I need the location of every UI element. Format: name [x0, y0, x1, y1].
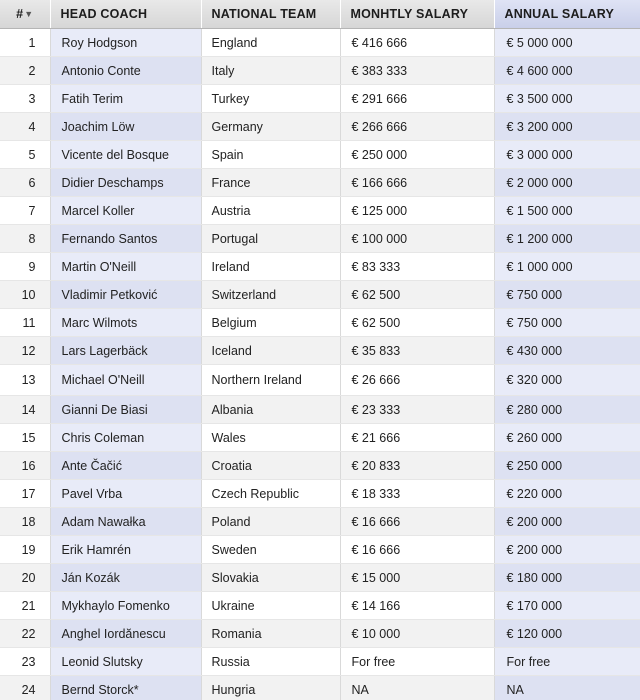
head-coach-cell: Gianni De Biasi — [50, 396, 201, 424]
national-team-cell: Czech Republic — [201, 480, 340, 508]
rank-cell: 8 — [0, 225, 50, 253]
sort-descending-icon[interactable]: ▼ — [24, 9, 34, 19]
rank-cell: 11 — [0, 309, 50, 337]
national-team-cell: England — [201, 29, 340, 57]
national-team-cell: Ukraine — [201, 592, 340, 620]
annual-salary-cell: € 4 600 000 — [494, 57, 640, 85]
annual-salary-cell: € 3 200 000 — [494, 113, 640, 141]
monthly-salary-cell: € 62 500 — [340, 309, 494, 337]
monthly-salary-cell: € 291 666 — [340, 85, 494, 113]
table-row — [0, 564, 640, 592]
head-coach-cell: Martin O'Neill — [50, 253, 201, 281]
rank-cell: 13 — [0, 365, 50, 396]
rank-cell: 14 — [0, 396, 50, 424]
table-row — [0, 396, 640, 424]
annual-salary-cell: € 320 000 — [494, 365, 640, 396]
national-team-cell: Spain — [201, 141, 340, 169]
table-row — [0, 508, 640, 536]
head-coach-cell: Fatih Terim — [50, 85, 201, 113]
monthly-salary-cell: € 10 000 — [340, 620, 494, 648]
national-team-cell: Austria — [201, 197, 340, 225]
table-row — [0, 29, 640, 57]
rank-cell: 1 — [0, 29, 50, 57]
monthly-salary-cell: € 35 833 — [340, 337, 494, 365]
annual-salary-cell: € 170 000 — [494, 592, 640, 620]
national-team-cell: Wales — [201, 424, 340, 452]
head-coach-cell: Marc Wilmots — [50, 309, 201, 337]
annual-salary-cell: € 750 000 — [494, 281, 640, 309]
rank-cell: 17 — [0, 480, 50, 508]
table-row — [0, 225, 640, 253]
annual-salary-cell: € 3 000 000 — [494, 141, 640, 169]
national-team-cell: Portugal — [201, 225, 340, 253]
table-row — [0, 592, 640, 620]
monthly-salary-cell: € 266 666 — [340, 113, 494, 141]
table-header-row — [0, 0, 640, 29]
head-coach-cell: Chris Coleman — [50, 424, 201, 452]
table-row — [0, 648, 640, 676]
annual-salary-cell: € 430 000 — [494, 337, 640, 365]
national-team-cell: Switzerland — [201, 281, 340, 309]
head-coach-cell: Ján Kozák — [50, 564, 201, 592]
rank-cell: 4 — [0, 113, 50, 141]
national-team-cell: Poland — [201, 508, 340, 536]
table-row — [0, 281, 640, 309]
head-coach-cell: Vicente del Bosque — [50, 141, 201, 169]
rank-cell: 16 — [0, 452, 50, 480]
head-coach-cell: Bernd Storck* — [50, 676, 201, 700]
annual-salary-cell: € 1 000 000 — [494, 253, 640, 281]
rank-cell: 15 — [0, 424, 50, 452]
annual-salary-cell: € 2 000 000 — [494, 169, 640, 197]
table-row — [0, 113, 640, 141]
national-team-cell: Ireland — [201, 253, 340, 281]
annual-salary-cell: For free — [494, 648, 640, 676]
monthly-salary-cell: € 16 666 — [340, 508, 494, 536]
head-coach-cell: Erik Hamrén — [50, 536, 201, 564]
head-coach-header-label: HEAD COACH — [60, 7, 148, 21]
table-row — [0, 337, 640, 365]
annual-salary-cell: € 180 000 — [494, 564, 640, 592]
annual-salary-cell: € 260 000 — [494, 424, 640, 452]
table-row — [0, 309, 640, 337]
national-team-cell: Italy — [201, 57, 340, 85]
monthly-salary-cell: € 18 333 — [340, 480, 494, 508]
head-coach-cell: Vladimir Petković — [50, 281, 201, 309]
national-team-cell: Slovakia — [201, 564, 340, 592]
monthly-salary-column-header[interactable] — [340, 0, 494, 29]
head-coach-cell: Pavel Vrba — [50, 480, 201, 508]
annual-salary-cell: € 220 000 — [494, 480, 640, 508]
head-coach-cell: Didier Deschamps — [50, 169, 201, 197]
rank-header-label: # — [16, 7, 24, 21]
head-coach-cell: Lars Lagerbäck — [50, 337, 201, 365]
national-team-cell: Romania — [201, 620, 340, 648]
rank-cell: 21 — [0, 592, 50, 620]
annual-salary-cell: € 1 200 000 — [494, 225, 640, 253]
rank-cell: 10 — [0, 281, 50, 309]
monthly-salary-cell: € 15 000 — [340, 564, 494, 592]
monthly-salary-cell: € 100 000 — [340, 225, 494, 253]
rank-cell: 7 — [0, 197, 50, 225]
national-team-cell: Iceland — [201, 337, 340, 365]
rank-cell: 5 — [0, 141, 50, 169]
head-coach-cell: Leonid Slutsky — [50, 648, 201, 676]
head-coach-cell: Mykhaylo Fomenko — [50, 592, 201, 620]
national-team-cell: Turkey — [201, 85, 340, 113]
rank-cell: 20 — [0, 564, 50, 592]
head-coach-cell: Ante Čačić — [50, 452, 201, 480]
monthly-salary-cell: € 166 666 — [340, 169, 494, 197]
table-row — [0, 452, 640, 480]
rank-column-header[interactable] — [0, 0, 50, 29]
annual-salary-column-header[interactable] — [494, 0, 640, 29]
table-row — [0, 365, 640, 396]
head-coach-cell: Michael O'Neill — [50, 365, 201, 396]
monthly-salary-cell: € 416 666 — [340, 29, 494, 57]
monthly-salary-cell: € 250 000 — [340, 141, 494, 169]
monthly-salary-cell: For free — [340, 648, 494, 676]
annual-salary-cell: € 750 000 — [494, 309, 640, 337]
national-team-cell: Germany — [201, 113, 340, 141]
national-team-header-label: NATIONAL TEAM — [211, 7, 317, 21]
table-row — [0, 85, 640, 113]
rank-cell: 12 — [0, 337, 50, 365]
table-row — [0, 197, 640, 225]
annual-salary-cell: € 200 000 — [494, 508, 640, 536]
national-team-cell: Hungria — [201, 676, 340, 700]
national-team-cell: Sweden — [201, 536, 340, 564]
table-row — [0, 169, 640, 197]
rank-cell: 18 — [0, 508, 50, 536]
annual-salary-cell: € 250 000 — [494, 452, 640, 480]
annual-salary-header-label: ANNUAL SALARY — [504, 7, 615, 21]
national-team-column-header[interactable] — [201, 0, 340, 29]
monthly-salary-cell: € 83 333 — [340, 253, 494, 281]
annual-salary-cell: NA — [494, 676, 640, 700]
rank-cell: 3 — [0, 85, 50, 113]
monthly-salary-cell: € 383 333 — [340, 57, 494, 85]
monthly-salary-header-label: MONHTLY SALARY — [350, 7, 469, 21]
rank-cell: 19 — [0, 536, 50, 564]
head-coach-cell: Antonio Conte — [50, 57, 201, 85]
table-row — [0, 676, 640, 700]
head-coach-cell: Joachim Löw — [50, 113, 201, 141]
monthly-salary-cell: € 20 833 — [340, 452, 494, 480]
head-coach-cell: Fernando Santos — [50, 225, 201, 253]
monthly-salary-cell: NA — [340, 676, 494, 700]
rank-cell: 23 — [0, 648, 50, 676]
national-team-cell: Albania — [201, 396, 340, 424]
head-coach-cell: Marcel Koller — [50, 197, 201, 225]
monthly-salary-cell: € 62 500 — [340, 281, 494, 309]
national-team-cell: Belgium — [201, 309, 340, 337]
head-coach-cell: Roy Hodgson — [50, 29, 201, 57]
table-row — [0, 480, 640, 508]
national-team-cell: France — [201, 169, 340, 197]
annual-salary-cell: € 5 000 000 — [494, 29, 640, 57]
head-coach-cell: Anghel Iordănescu — [50, 620, 201, 648]
rank-cell: 24 — [0, 676, 50, 700]
rank-cell: 9 — [0, 253, 50, 281]
table-row — [0, 536, 640, 564]
head-coach-cell: Adam Nawałka — [50, 508, 201, 536]
national-team-cell: Russia — [201, 648, 340, 676]
monthly-salary-cell: € 26 666 — [340, 365, 494, 396]
monthly-salary-cell: € 23 333 — [340, 396, 494, 424]
annual-salary-cell: € 280 000 — [494, 396, 640, 424]
rank-cell: 22 — [0, 620, 50, 648]
monthly-salary-cell: € 125 000 — [340, 197, 494, 225]
head-coach-column-header[interactable] — [50, 0, 201, 29]
national-team-cell: Croatia — [201, 452, 340, 480]
table-row — [0, 424, 640, 452]
annual-salary-cell: € 1 500 000 — [494, 197, 640, 225]
national-team-cell: Northern Ireland — [201, 365, 340, 396]
rank-cell: 6 — [0, 169, 50, 197]
annual-salary-cell: € 200 000 — [494, 536, 640, 564]
monthly-salary-cell: € 16 666 — [340, 536, 494, 564]
table-row — [0, 620, 640, 648]
annual-salary-cell: € 120 000 — [494, 620, 640, 648]
table-row — [0, 57, 640, 85]
table-row — [0, 253, 640, 281]
table-row — [0, 141, 640, 169]
annual-salary-cell: € 3 500 000 — [494, 85, 640, 113]
monthly-salary-cell: € 14 166 — [340, 592, 494, 620]
rank-cell: 2 — [0, 57, 50, 85]
monthly-salary-cell: € 21 666 — [340, 424, 494, 452]
